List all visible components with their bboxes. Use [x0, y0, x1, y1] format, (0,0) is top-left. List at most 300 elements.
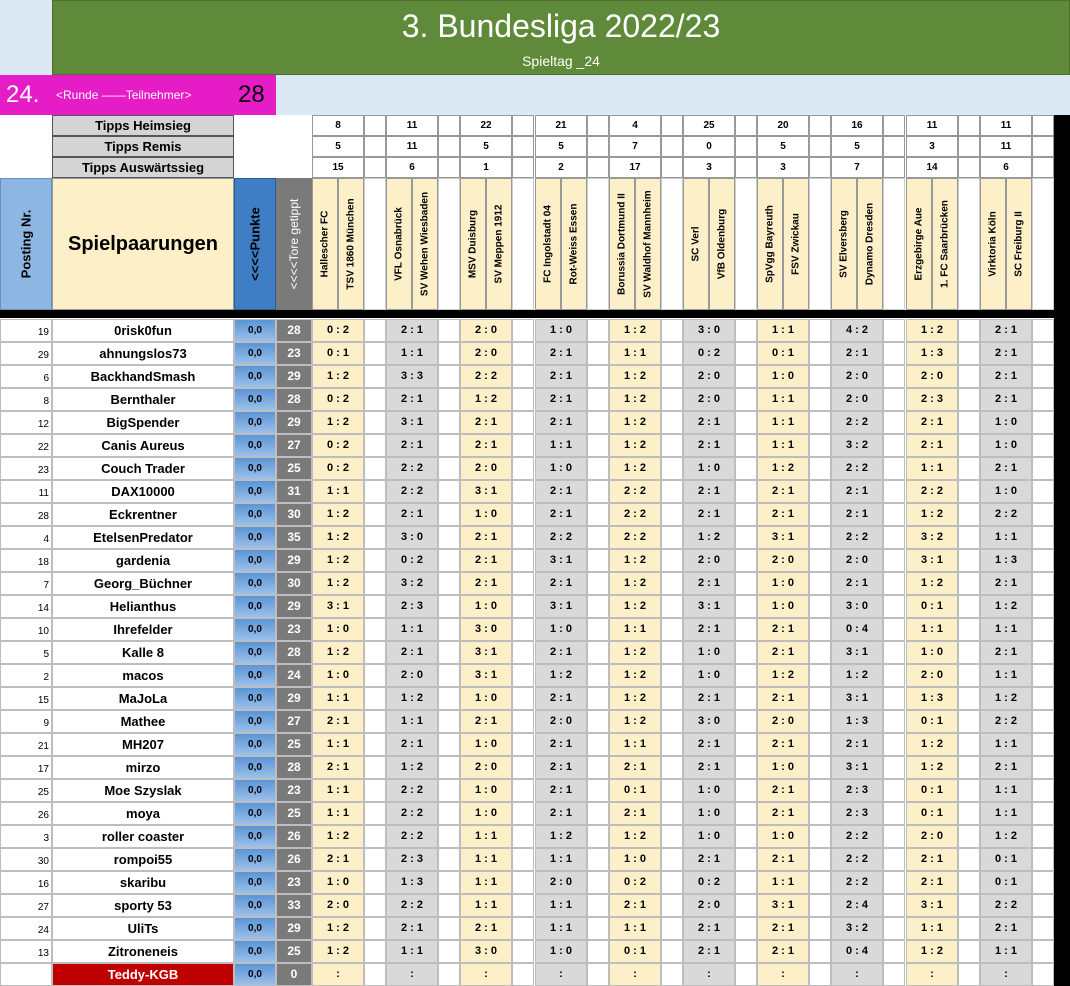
- tip-cell[interactable]: 1 : 0: [980, 434, 1032, 457]
- tip-cell[interactable]: 2 : 1: [386, 503, 438, 526]
- tip-cell[interactable]: 0 : 2: [683, 871, 735, 894]
- tip-cell[interactable]: 1 : 2: [609, 641, 661, 664]
- tip-cell[interactable]: 1 : 2: [312, 365, 364, 388]
- tip-cell[interactable]: 3 : 1: [906, 894, 958, 917]
- tip-cell[interactable]: 2 : 2: [906, 480, 958, 503]
- tip-cell[interactable]: 1 : 0: [312, 618, 364, 641]
- tip-cell[interactable]: 2 : 0: [460, 342, 512, 365]
- tip-cell[interactable]: 1 : 1: [980, 664, 1032, 687]
- tip-cell[interactable]: 1 : 2: [312, 526, 364, 549]
- tip-cell[interactable]: 2 : 1: [460, 572, 512, 595]
- tip-cell[interactable]: 1 : 1: [460, 894, 512, 917]
- tip-cell[interactable]: 2 : 1: [683, 411, 735, 434]
- table-row[interactable]: [0, 802, 1054, 825]
- tip-cell[interactable]: 1 : 1: [757, 434, 809, 457]
- tip-cell[interactable]: 0 : 1: [980, 848, 1032, 871]
- tip-cell[interactable]: 0 : 2: [312, 434, 364, 457]
- tip-cell[interactable]: 0 : 1: [906, 710, 958, 733]
- table-row[interactable]: [0, 779, 1054, 802]
- tip-cell[interactable]: 1 : 1: [980, 779, 1032, 802]
- tip-cell[interactable]: 1 : 1: [312, 802, 364, 825]
- tip-cell[interactable]: 1 : 1: [535, 894, 587, 917]
- tip-cell[interactable]: 1 : 1: [535, 848, 587, 871]
- tip-cell[interactable]: 1 : 0: [460, 503, 512, 526]
- tip-cell[interactable]: 1 : 2: [609, 549, 661, 572]
- tip-cell[interactable]: 2 : 1: [460, 526, 512, 549]
- tip-cell[interactable]: 0 : 1: [312, 342, 364, 365]
- tip-cell[interactable]: 2 : 2: [831, 848, 883, 871]
- tip-cell[interactable]: 2 : 1: [312, 756, 364, 779]
- tip-cell[interactable]: 1 : 2: [980, 687, 1032, 710]
- tip-cell[interactable]: 2 : 2: [831, 411, 883, 434]
- tip-cell[interactable]: 3 : 1: [312, 595, 364, 618]
- table-row[interactable]: [0, 848, 1054, 871]
- tip-cell[interactable]: 1 : 0: [683, 457, 735, 480]
- tip-cell[interactable]: 3 : 0: [683, 710, 735, 733]
- tip-cell[interactable]: 1 : 1: [386, 710, 438, 733]
- tip-cell[interactable]: 1 : 2: [609, 825, 661, 848]
- tip-cell[interactable]: 1 : 1: [312, 687, 364, 710]
- tip-cell[interactable]: 2 : 1: [535, 480, 587, 503]
- tip-cell[interactable]: 2 : 2: [980, 503, 1032, 526]
- tip-cell[interactable]: 1 : 3: [980, 549, 1032, 572]
- tip-cell[interactable]: 2 : 0: [831, 365, 883, 388]
- tip-cell[interactable]: 2 : 1: [535, 503, 587, 526]
- tip-cell[interactable]: 2 : 0: [460, 457, 512, 480]
- tip-cell[interactable]: 1 : 1: [906, 457, 958, 480]
- tip-cell[interactable]: 1 : 1: [757, 871, 809, 894]
- tip-cell[interactable]: 2 : 3: [831, 779, 883, 802]
- tip-cell[interactable]: :: [609, 963, 661, 986]
- tip-cell[interactable]: 1 : 0: [460, 687, 512, 710]
- tip-cell[interactable]: 0 : 2: [609, 871, 661, 894]
- tip-cell[interactable]: 1 : 3: [831, 710, 883, 733]
- tip-cell[interactable]: 1 : 2: [683, 526, 735, 549]
- table-row[interactable]: [0, 319, 1054, 342]
- tip-cell[interactable]: 1 : 2: [906, 940, 958, 963]
- tip-cell[interactable]: 3 : 1: [683, 595, 735, 618]
- tip-cell[interactable]: 1 : 0: [757, 572, 809, 595]
- tip-cell[interactable]: :: [831, 963, 883, 986]
- tip-cell[interactable]: 2 : 0: [535, 871, 587, 894]
- tip-cell[interactable]: 2 : 1: [683, 756, 735, 779]
- tip-cell[interactable]: 2 : 1: [609, 894, 661, 917]
- tip-cell[interactable]: 2 : 1: [683, 917, 735, 940]
- table-row[interactable]: [0, 526, 1054, 549]
- tip-cell[interactable]: 1 : 1: [312, 779, 364, 802]
- tip-cell[interactable]: 2 : 3: [831, 802, 883, 825]
- tip-cell[interactable]: 1 : 0: [757, 756, 809, 779]
- tip-cell[interactable]: 3 : 1: [460, 664, 512, 687]
- tip-cell[interactable]: 1 : 1: [386, 618, 438, 641]
- tip-cell[interactable]: 2 : 1: [906, 871, 958, 894]
- tip-cell[interactable]: :: [683, 963, 735, 986]
- tip-cell[interactable]: 1 : 0: [312, 664, 364, 687]
- tip-cell[interactable]: 3 : 1: [831, 641, 883, 664]
- tip-cell[interactable]: 3 : 2: [906, 526, 958, 549]
- tip-cell[interactable]: 2 : 1: [757, 733, 809, 756]
- tip-cell[interactable]: 2 : 1: [757, 917, 809, 940]
- table-row[interactable]: [0, 595, 1054, 618]
- tip-cell[interactable]: 2 : 1: [535, 411, 587, 434]
- tip-cell[interactable]: :: [312, 963, 364, 986]
- tip-cell[interactable]: 1 : 2: [312, 572, 364, 595]
- tip-cell[interactable]: 2 : 3: [386, 848, 438, 871]
- tip-cell[interactable]: 1 : 0: [980, 480, 1032, 503]
- tip-cell[interactable]: 2 : 0: [906, 365, 958, 388]
- tip-cell[interactable]: 1 : 0: [683, 641, 735, 664]
- tip-cell[interactable]: 2 : 0: [831, 388, 883, 411]
- tip-cell[interactable]: 2 : 0: [312, 894, 364, 917]
- tip-cell[interactable]: 2 : 1: [757, 940, 809, 963]
- tip-cell[interactable]: 2 : 2: [386, 457, 438, 480]
- tip-cell[interactable]: 3 : 1: [535, 595, 587, 618]
- tip-cell[interactable]: 2 : 1: [831, 480, 883, 503]
- tip-cell[interactable]: 3 : 1: [757, 526, 809, 549]
- tip-cell[interactable]: 0 : 2: [312, 457, 364, 480]
- tip-cell[interactable]: 0 : 2: [386, 549, 438, 572]
- tip-cell[interactable]: 2 : 1: [980, 572, 1032, 595]
- tip-cell[interactable]: 1 : 1: [980, 940, 1032, 963]
- tip-cell[interactable]: 3 : 1: [757, 894, 809, 917]
- tip-cell[interactable]: 2 : 1: [535, 802, 587, 825]
- tip-cell[interactable]: 2 : 1: [535, 342, 587, 365]
- tip-cell[interactable]: 1 : 0: [757, 825, 809, 848]
- tip-cell[interactable]: 0 : 2: [312, 388, 364, 411]
- tip-cell[interactable]: 1 : 1: [906, 618, 958, 641]
- tip-cell[interactable]: 1 : 2: [609, 664, 661, 687]
- tip-cell[interactable]: 3 : 1: [906, 549, 958, 572]
- tip-cell[interactable]: 1 : 0: [683, 779, 735, 802]
- tip-cell[interactable]: 1 : 2: [386, 687, 438, 710]
- tip-cell[interactable]: 1 : 1: [757, 388, 809, 411]
- tip-cell[interactable]: 2 : 1: [460, 917, 512, 940]
- tip-cell[interactable]: 1 : 1: [609, 342, 661, 365]
- tip-cell[interactable]: 0 : 1: [906, 779, 958, 802]
- tip-cell[interactable]: 2 : 1: [980, 342, 1032, 365]
- tip-cell[interactable]: 2 : 1: [460, 434, 512, 457]
- tip-cell[interactable]: 2 : 1: [460, 710, 512, 733]
- tip-cell[interactable]: 2 : 1: [683, 618, 735, 641]
- table-row[interactable]: [0, 641, 1054, 664]
- tip-cell[interactable]: 1 : 2: [609, 710, 661, 733]
- tip-cell[interactable]: 2 : 1: [980, 641, 1032, 664]
- tip-cell[interactable]: 1 : 1: [386, 342, 438, 365]
- table-row[interactable]: [0, 480, 1054, 503]
- tip-cell[interactable]: 1 : 2: [609, 365, 661, 388]
- tip-cell[interactable]: 2 : 1: [386, 733, 438, 756]
- tip-cell[interactable]: 2 : 0: [757, 710, 809, 733]
- tip-cell[interactable]: 3 : 0: [683, 319, 735, 342]
- tip-cell[interactable]: 1 : 0: [683, 825, 735, 848]
- tip-cell[interactable]: 1 : 0: [460, 733, 512, 756]
- tip-cell[interactable]: 2 : 0: [460, 319, 512, 342]
- table-row[interactable]: [0, 664, 1054, 687]
- tip-cell[interactable]: 2 : 2: [980, 710, 1032, 733]
- tip-cell[interactable]: 2 : 0: [831, 549, 883, 572]
- tip-cell[interactable]: 1 : 2: [312, 411, 364, 434]
- table-row[interactable]: [0, 342, 1054, 365]
- tip-cell[interactable]: 0 : 2: [683, 342, 735, 365]
- tip-cell[interactable]: 2 : 0: [683, 894, 735, 917]
- tip-cell[interactable]: 2 : 0: [757, 549, 809, 572]
- tip-cell[interactable]: 2 : 2: [831, 526, 883, 549]
- tip-cell[interactable]: 2 : 1: [980, 756, 1032, 779]
- tip-cell[interactable]: 2 : 1: [460, 411, 512, 434]
- tip-cell[interactable]: 2 : 2: [535, 526, 587, 549]
- tip-cell[interactable]: 1 : 1: [980, 526, 1032, 549]
- tip-cell[interactable]: 2 : 2: [831, 825, 883, 848]
- tip-cell[interactable]: 2 : 1: [906, 411, 958, 434]
- table-row[interactable]: [0, 894, 1054, 917]
- tip-cell[interactable]: 2 : 1: [831, 503, 883, 526]
- tip-cell[interactable]: 2 : 1: [757, 802, 809, 825]
- table-row[interactable]: [0, 963, 1054, 986]
- tip-cell[interactable]: 2 : 1: [460, 549, 512, 572]
- tip-cell[interactable]: 2 : 1: [831, 342, 883, 365]
- tip-cell[interactable]: :: [386, 963, 438, 986]
- tip-cell[interactable]: 1 : 1: [609, 618, 661, 641]
- table-row[interactable]: [0, 756, 1054, 779]
- tip-cell[interactable]: 1 : 2: [609, 572, 661, 595]
- tip-cell[interactable]: 1 : 1: [980, 733, 1032, 756]
- tip-cell[interactable]: 2 : 0: [535, 710, 587, 733]
- tip-cell[interactable]: 2 : 1: [386, 319, 438, 342]
- tip-cell[interactable]: 2 : 1: [980, 319, 1032, 342]
- tip-cell[interactable]: :: [535, 963, 587, 986]
- tip-cell[interactable]: 1 : 1: [757, 411, 809, 434]
- tip-cell[interactable]: 1 : 2: [535, 825, 587, 848]
- tip-cell[interactable]: 2 : 1: [757, 641, 809, 664]
- tip-cell[interactable]: 1 : 2: [757, 457, 809, 480]
- tip-cell[interactable]: 2 : 3: [386, 595, 438, 618]
- tip-cell[interactable]: 1 : 1: [609, 733, 661, 756]
- tip-cell[interactable]: 2 : 1: [312, 848, 364, 871]
- tip-cell[interactable]: 2 : 1: [535, 388, 587, 411]
- tip-cell[interactable]: 1 : 0: [980, 411, 1032, 434]
- tip-cell[interactable]: 1 : 0: [312, 871, 364, 894]
- tip-cell[interactable]: :: [757, 963, 809, 986]
- tip-cell[interactable]: 3 : 0: [460, 940, 512, 963]
- table-row[interactable]: [0, 825, 1054, 848]
- tip-cell[interactable]: 3 : 2: [831, 434, 883, 457]
- tip-cell[interactable]: 2 : 2: [460, 365, 512, 388]
- tip-cell[interactable]: 1 : 0: [535, 319, 587, 342]
- tip-cell[interactable]: 3 : 1: [386, 411, 438, 434]
- tip-cell[interactable]: 1 : 2: [312, 503, 364, 526]
- tip-cell[interactable]: 2 : 2: [831, 457, 883, 480]
- tip-cell[interactable]: 1 : 0: [757, 595, 809, 618]
- tip-cell[interactable]: 3 : 1: [535, 549, 587, 572]
- tip-cell[interactable]: 2 : 1: [757, 618, 809, 641]
- tip-cell[interactable]: 3 : 0: [831, 595, 883, 618]
- tip-cell[interactable]: 1 : 1: [460, 871, 512, 894]
- tip-cell[interactable]: 1 : 0: [683, 802, 735, 825]
- tip-cell[interactable]: 1 : 1: [386, 940, 438, 963]
- tip-cell[interactable]: 1 : 1: [980, 618, 1032, 641]
- tip-cell[interactable]: 1 : 2: [535, 664, 587, 687]
- tip-cell[interactable]: 1 : 2: [906, 572, 958, 595]
- tip-cell[interactable]: 2 : 1: [683, 480, 735, 503]
- table-row[interactable]: [0, 618, 1054, 641]
- table-row[interactable]: [0, 733, 1054, 756]
- table-row[interactable]: [0, 434, 1054, 457]
- tip-cell[interactable]: :: [906, 963, 958, 986]
- tip-cell[interactable]: 2 : 1: [757, 779, 809, 802]
- tip-cell[interactable]: 2 : 2: [609, 480, 661, 503]
- tip-cell[interactable]: 3 : 1: [460, 641, 512, 664]
- table-row[interactable]: [0, 871, 1054, 894]
- tip-cell[interactable]: 1 : 2: [609, 319, 661, 342]
- tip-cell[interactable]: 1 : 0: [609, 848, 661, 871]
- tip-cell[interactable]: 1 : 2: [906, 319, 958, 342]
- tip-cell[interactable]: 2 : 2: [386, 825, 438, 848]
- tip-cell[interactable]: 2 : 1: [386, 917, 438, 940]
- table-row[interactable]: [0, 388, 1054, 411]
- tip-cell[interactable]: 1 : 2: [312, 917, 364, 940]
- tip-cell[interactable]: 2 : 1: [757, 687, 809, 710]
- tip-cell[interactable]: 2 : 1: [980, 365, 1032, 388]
- tip-cell[interactable]: 1 : 0: [906, 641, 958, 664]
- tip-cell[interactable]: 2 : 1: [535, 756, 587, 779]
- tip-cell[interactable]: 3 : 1: [831, 687, 883, 710]
- tip-cell[interactable]: 3 : 1: [460, 480, 512, 503]
- tip-cell[interactable]: 1 : 2: [609, 457, 661, 480]
- tip-cell[interactable]: 0 : 4: [831, 618, 883, 641]
- tip-cell[interactable]: 0 : 1: [906, 595, 958, 618]
- tip-cell[interactable]: 2 : 1: [683, 572, 735, 595]
- tip-cell[interactable]: 3 : 2: [386, 572, 438, 595]
- tip-cell[interactable]: 2 : 1: [980, 917, 1032, 940]
- tip-cell[interactable]: 1 : 2: [757, 664, 809, 687]
- table-row[interactable]: [0, 572, 1054, 595]
- table-row[interactable]: [0, 457, 1054, 480]
- tip-cell[interactable]: 1 : 1: [906, 917, 958, 940]
- tip-cell[interactable]: 2 : 1: [386, 641, 438, 664]
- tip-cell[interactable]: 0 : 1: [757, 342, 809, 365]
- tip-cell[interactable]: 2 : 1: [980, 388, 1032, 411]
- tip-cell[interactable]: 0 : 2: [312, 319, 364, 342]
- tip-cell[interactable]: 1 : 2: [609, 687, 661, 710]
- tip-cell[interactable]: 1 : 1: [535, 917, 587, 940]
- table-row[interactable]: [0, 503, 1054, 526]
- tip-cell[interactable]: 1 : 2: [980, 825, 1032, 848]
- tip-cell[interactable]: 2 : 2: [386, 894, 438, 917]
- tip-cell[interactable]: 1 : 1: [535, 434, 587, 457]
- tip-cell[interactable]: 3 : 0: [386, 526, 438, 549]
- tip-cell[interactable]: 1 : 0: [460, 802, 512, 825]
- tip-cell[interactable]: 1 : 1: [980, 802, 1032, 825]
- tip-cell[interactable]: 2 : 2: [980, 894, 1032, 917]
- tip-cell[interactable]: 1 : 2: [906, 503, 958, 526]
- tip-cell[interactable]: 1 : 1: [460, 848, 512, 871]
- tip-cell[interactable]: 1 : 2: [906, 756, 958, 779]
- table-row[interactable]: [0, 917, 1054, 940]
- tip-cell[interactable]: 2 : 1: [757, 503, 809, 526]
- tip-cell[interactable]: 0 : 1: [906, 802, 958, 825]
- tip-cell[interactable]: 1 : 2: [312, 940, 364, 963]
- tip-cell[interactable]: 2 : 1: [906, 848, 958, 871]
- table-row[interactable]: [0, 940, 1054, 963]
- tip-cell[interactable]: 2 : 1: [535, 687, 587, 710]
- tip-cell[interactable]: 1 : 2: [609, 595, 661, 618]
- tip-cell[interactable]: 1 : 2: [312, 549, 364, 572]
- tip-cell[interactable]: 2 : 1: [906, 434, 958, 457]
- tip-cell[interactable]: 2 : 0: [683, 365, 735, 388]
- tip-cell[interactable]: 1 : 3: [906, 687, 958, 710]
- tip-cell[interactable]: 1 : 0: [683, 664, 735, 687]
- tip-cell[interactable]: 2 : 1: [683, 733, 735, 756]
- tip-cell[interactable]: :: [980, 963, 1032, 986]
- tip-cell[interactable]: 1 : 0: [535, 940, 587, 963]
- tip-cell[interactable]: 2 : 1: [683, 940, 735, 963]
- tip-cell[interactable]: 3 : 3: [386, 365, 438, 388]
- tip-cell[interactable]: 2 : 1: [757, 848, 809, 871]
- tip-cell[interactable]: 1 : 2: [609, 388, 661, 411]
- tip-cell[interactable]: 1 : 0: [460, 595, 512, 618]
- tip-cell[interactable]: 2 : 1: [831, 572, 883, 595]
- tip-cell[interactable]: 2 : 0: [906, 664, 958, 687]
- tip-cell[interactable]: 1 : 0: [757, 365, 809, 388]
- tip-cell[interactable]: 1 : 1: [312, 480, 364, 503]
- tip-cell[interactable]: 2 : 1: [831, 733, 883, 756]
- tip-cell[interactable]: 1 : 2: [386, 756, 438, 779]
- tip-cell[interactable]: 1 : 1: [609, 917, 661, 940]
- tip-cell[interactable]: 2 : 1: [609, 756, 661, 779]
- tip-cell[interactable]: 1 : 2: [831, 664, 883, 687]
- tip-cell[interactable]: 0 : 1: [609, 940, 661, 963]
- tip-cell[interactable]: 3 : 0: [460, 618, 512, 641]
- tip-cell[interactable]: 2 : 2: [831, 871, 883, 894]
- tip-cell[interactable]: 2 : 2: [609, 503, 661, 526]
- tip-cell[interactable]: 2 : 2: [609, 526, 661, 549]
- tip-cell[interactable]: 2 : 1: [535, 641, 587, 664]
- tip-cell[interactable]: 0 : 1: [980, 871, 1032, 894]
- tip-cell[interactable]: 0 : 4: [831, 940, 883, 963]
- tip-cell[interactable]: 1 : 3: [386, 871, 438, 894]
- tip-cell[interactable]: 1 : 2: [312, 641, 364, 664]
- tip-cell[interactable]: 2 : 1: [312, 710, 364, 733]
- tip-cell[interactable]: 2 : 1: [980, 457, 1032, 480]
- tip-cell[interactable]: 3 : 1: [831, 756, 883, 779]
- tip-cell[interactable]: :: [460, 963, 512, 986]
- tip-cell[interactable]: 2 : 1: [683, 503, 735, 526]
- tip-cell[interactable]: 2 : 1: [609, 802, 661, 825]
- tip-cell[interactable]: 2 : 1: [386, 388, 438, 411]
- tip-cell[interactable]: 0 : 1: [609, 779, 661, 802]
- tip-cell[interactable]: 1 : 0: [535, 618, 587, 641]
- tip-cell[interactable]: 1 : 2: [980, 595, 1032, 618]
- tip-cell[interactable]: 1 : 2: [609, 434, 661, 457]
- tip-cell[interactable]: 2 : 1: [386, 434, 438, 457]
- tip-cell[interactable]: 2 : 2: [386, 480, 438, 503]
- tip-cell[interactable]: 2 : 0: [683, 388, 735, 411]
- table-row[interactable]: [0, 411, 1054, 434]
- tip-cell[interactable]: 1 : 2: [312, 825, 364, 848]
- table-row[interactable]: [0, 687, 1054, 710]
- tip-cell[interactable]: 3 : 2: [831, 917, 883, 940]
- tip-cell[interactable]: 2 : 2: [386, 802, 438, 825]
- tip-cell[interactable]: 4 : 2: [831, 319, 883, 342]
- tip-cell[interactable]: 2 : 1: [535, 733, 587, 756]
- tip-cell[interactable]: 2 : 0: [683, 549, 735, 572]
- tip-cell[interactable]: 2 : 1: [535, 572, 587, 595]
- tip-cell[interactable]: 2 : 1: [683, 434, 735, 457]
- tip-cell[interactable]: 2 : 1: [683, 848, 735, 871]
- tip-cell[interactable]: 1 : 1: [312, 733, 364, 756]
- tip-cell[interactable]: 2 : 1: [683, 687, 735, 710]
- tip-cell[interactable]: 2 : 2: [386, 779, 438, 802]
